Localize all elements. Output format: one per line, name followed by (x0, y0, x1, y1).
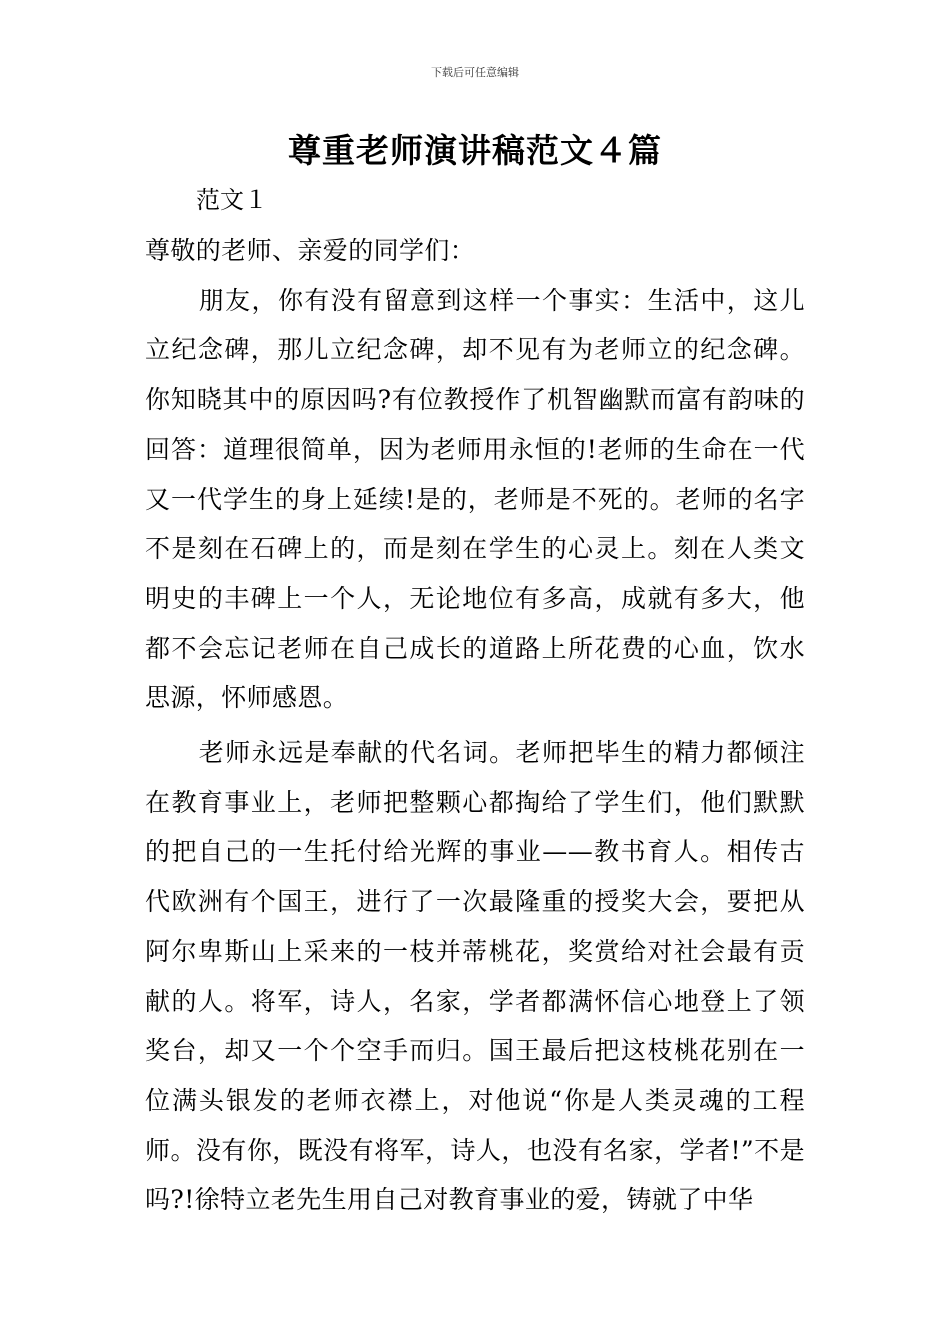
document-body (145, 226, 805, 1225)
paragraph-2: 老师永远是奉献的代名词。老师把毕生的精力都倾注在教育事业上，老师把整颗心都掏给了学生们，他们默默的把自己的一生托付给光辉的事业——教书育人。相传古代欧洲有个国王，进行了一次最隆重的授奖大会，要把从阿尔卑斯山上采来的一枝并蒂桃花，奖赏给对社会最有贡献的人。将军，诗人，名家，学者都满怀信心地登上了领奖台，却又一个个空手而归。国王最后把这枝桃花别在一位满头银发的老师衣襟上，对他说“你是人类灵魂的工程师。没有你，既没有将军，诗人，也没有名家，学者!”不是吗?!徐特立老先生用自己对教育事业的爱，铸就了中华 (145, 738, 805, 1215)
section-label: 范文１ (196, 186, 268, 214)
salutation: 尊敬的老师、亲爱的同学们： (145, 236, 476, 265)
document-title: 尊重老师演讲稿范文４篇 (288, 131, 662, 170)
paragraph-1: 朋友，你有没有留意到这样一个事实：生活中，这儿立纪念碑，那儿立纪念碑，却不见有为老师立的纪念碑。你知晓其中的原因吗?有位教授作了机智幽默而富有韵味的回答：道理很简单，因为老师用永恒的!老师的生命在一代又一代学生的身上延续!是的，老师是不死的。老师的名字不是刻在石碑上的，而是刻在学生的心灵上。刻在人类文明史的丰碑上一个人，无论地位有多高，成就有多大，他都不会忘记老师在自己成长的道路上所花费的心血，饮水思源，怀师感恩。 (145, 285, 805, 713)
header-note: 下载后可任意编辑 (431, 66, 519, 79)
